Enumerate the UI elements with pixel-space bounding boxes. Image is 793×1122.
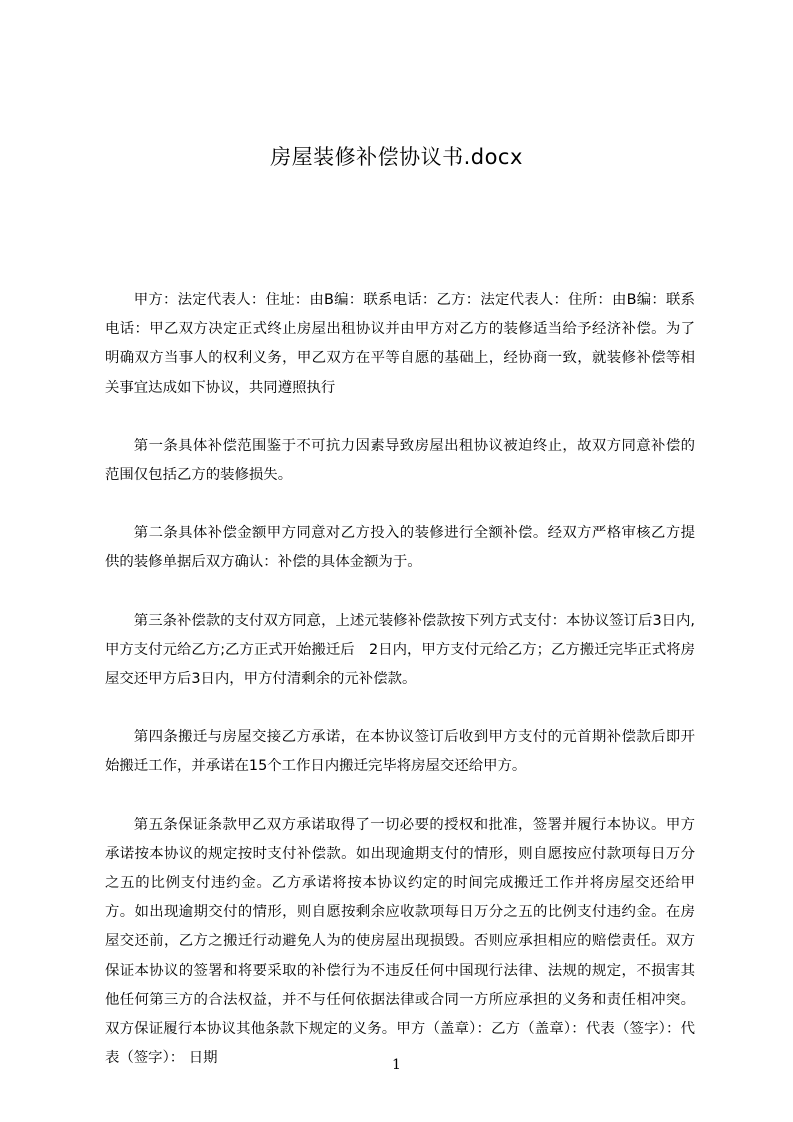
paragraph-article-1: 第一条具体补偿范围鉴于不可抗力因素导致房屋出租协议被迫终止，故双方同意补偿的范围仅包括乙方的装修损失。 xyxy=(105,437,695,484)
paragraph-article-2: 第二条具体补偿金额甲方同意对乙方投入的装修进行全额补偿。经双方严格审核乙方提供的装修单据后双方确认：补偿的具体金额为于。 xyxy=(105,525,695,571)
paragraph-preamble: 甲方：法定代表人：住址：由B编：联系电话：乙方：法定代表人：住所：由B编：联系电话：甲乙双方决定正式终止房屋出租协议并由甲方对乙方的装修适当给予经济补偿。为了明确双方当事人的权利义务，甲乙双方在平等自愿的基础上，经协商一致，就装修补偿等相关事宜达成如下协议，共同遵照执行 xyxy=(105,292,695,396)
paragraph-article-4: 第四条搬迁与房屋交接乙方承诺，在本协议签订后收到甲方支付的元首期补偿款后即开始搬迁工作，并承诺在15个工作日内搬迁完毕将房屋交还给甲方。 xyxy=(105,729,695,775)
paragraph-article-5: 第五条保证条款甲乙双方承诺取得了一切必要的授权和批准，签署并履行本协议。甲方承诺按本协议的规定按时支付补偿款。如出现逾期支付的情形，则自愿按应付款项每日万分之五的比例支付违约金。乙方承诺将按本协议约定的时间完成搬迁工作并将房屋交还给甲方。如出现逾期交付的情形，则自愿按剩余应收款项每日万分之五的比例支付违约金。在房屋交还前，乙方之搬迁行动避免人为的使房屋出现损毁。否则应承担相应的赔偿责任。双方保证本协议的签署和将要采取的补偿行为不违反任何中国现行法律、法规的规定，不损害其他任何第三方的合法权益，并不与任何依据法律或合同一方所应承担的义务和责任相冲突。双方保证履行本协议其他条款下规定的义务。甲方（盖章）：乙方（盖章）：代表（签字）：代表（签字）： 日期 xyxy=(105,816,695,1067)
document-title: 房屋装修补偿协议书.docx xyxy=(270,145,523,169)
document-body xyxy=(105,286,695,1102)
page-number: 1 xyxy=(392,1057,401,1073)
paragraph-article-3: 第三条补偿款的支付双方同意，上述元装修补偿款按下列方式支付：本协议签订后3日内,甲方支付元给乙方;乙方正式开始搬迁后 2日内，甲方支付元给乙方；乙方搬迁完毕正式将房屋交还甲方后3日内，甲方付清剩余的元补偿款。 xyxy=(105,612,695,688)
